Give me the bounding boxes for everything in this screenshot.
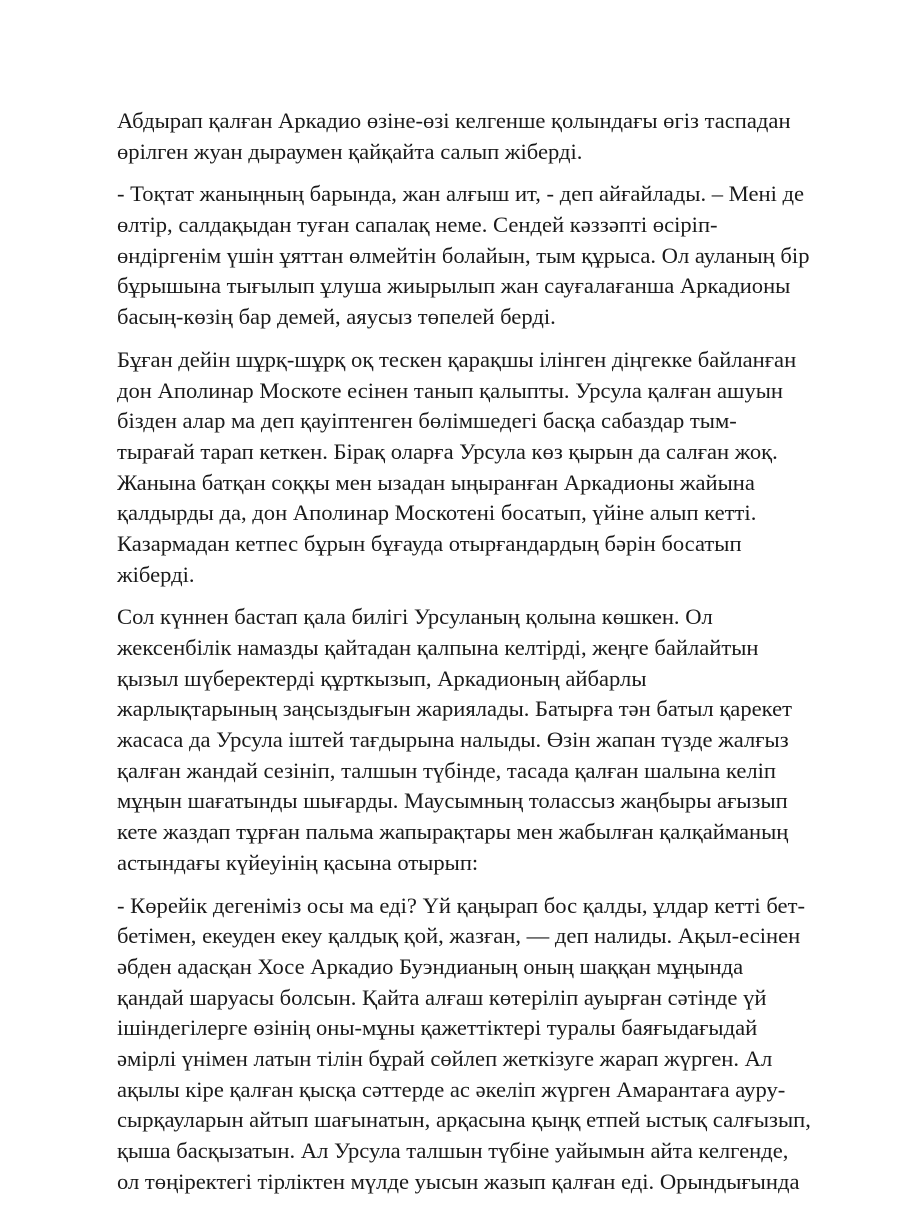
paragraph-5 <box>117 891 817 1198</box>
text-line: Бұған дейін шұрқ-шұрқ оқ тескен қарақшы ілінген діңгекке байланған <box>117 346 797 372</box>
text-line: тырағай тарап кеткен. Бірақ оларға Урсула көз қырын да салған жоқ. <box>117 438 778 464</box>
text-line: Сол күннен бастап қала билігі Урсуланың қолына көшкен. Ол <box>117 604 713 630</box>
text-line: ақылы кіре қалған қысқа сәттерде ас әкеліп жүрген Амарантаға ауру- <box>117 1076 786 1102</box>
body-text <box>117 106 817 1209</box>
text-line: Жанына батқан соққы мен ызадан ыңыранған Аркадионы жайына <box>117 469 755 495</box>
text-line: - Көрейік дегеніміз осы ма еді? Үй қаңырап бос қалды, ұлдар кетті бет- <box>117 892 805 918</box>
paragraph-3 <box>117 345 817 591</box>
paragraph-2 <box>117 179 817 332</box>
text-line: қызыл шүберектерді құрткызып, Аркадионың айбарлы <box>117 665 647 691</box>
paragraph-1 <box>117 106 817 167</box>
text-line: дон Аполинар Москоте есінен танып қалыпты. Урсула қалған ашуын <box>117 377 784 403</box>
text-line: Абдырап қалған Аркадио өзіне-өзі келгенше қолындағы өгіз таспадан <box>117 108 791 133</box>
text-line: қалдырды да, дон Аполинар Москотені босатып, үйіне алып кетті. <box>117 500 757 526</box>
text-line: жексенбілік намазды қайтадан қалпына келтірді, жеңге байлайтын <box>117 635 759 660</box>
text-line: әбден адасқан Хосе Аркадио Буэндианың оның шаққан мұңында <box>117 953 744 979</box>
text-line: өлтір, салдақыдан туған сапалақ неме. Сендей кәззәпті өсіріп- <box>117 212 718 238</box>
text-line: жіберді. <box>117 561 195 587</box>
text-line: кете жаздап тұрған пальма жапырақтары мен жабылған қалқайманың <box>117 819 789 845</box>
text-line: ішіндегілерге өзінің оны-мұны қажеттіктері туралы баяғыдағыдай <box>117 1015 758 1041</box>
text-line: бізден алар ма деп қауіптенген бөлімшедегі басқа сабаздар тым- <box>117 408 737 434</box>
text-line: - Тоқтат жаныңның барында, жан алғыш ит, - деп айғайлады. – Мені де <box>117 181 805 207</box>
text-line: қыша басқызатын. Ал Урсула талшын түбіне уайымын айта келгенде, <box>117 1138 789 1163</box>
text-line: астындағы күйеуінің қасына отырып: <box>117 849 479 875</box>
text-line: сырқауларын айтып шағынатын, арқасына қыңқ етпей ыстық салғызып, <box>117 1107 811 1133</box>
text-line: әмірлі үнімен латын тілін бұрай сөйлеп жеткізуге жарап жүрген. Ал <box>117 1045 773 1071</box>
text-line: Казармадан кетпес бұрын бұғауда отырғандардың бәрін босатып <box>117 530 742 556</box>
text-line: мұңын шағатынды шығарды. Маусымның толассыз жаңбыры ағызып <box>117 788 788 814</box>
text-line: басың-көзің бар демей, аяусыз төпелей берді. <box>117 304 556 330</box>
paragraph-4 <box>117 602 817 878</box>
text-line: жарлықтарының заңсыздығын жариялады. Батырға тән батыл қарекет <box>117 696 792 722</box>
text-line: ол төңіректегі тірліктен мүлде уысын жазып қалған еді. Орындығында <box>117 1168 800 1194</box>
text-line: бұрышына тығылып ұлуша жиырылып жан сауғалағанша Аркадионы <box>117 273 791 299</box>
text-line: өндіргенім үшін ұяттан өлмейтін болайын, тым құрыса. Ол ауланың бір <box>117 242 810 268</box>
text-line: өрілген жуан дыраумен қайқайта салып жіберді. <box>117 138 583 164</box>
text-line: қалған жандай сезініп, талшын түбінде, тасада қалған шалына келіп <box>117 757 777 783</box>
text-line: бетімен, екеуден екеу қалдық қой, жазған, — деп налиды. Ақыл-есінен <box>117 923 801 949</box>
text-line: жасаса да Урсула іштей тағдырына налыды. Өзін жапан түзде жалғыз <box>117 727 789 753</box>
text-line: қандай шаруасы болсын. Қайта алғаш көтеріліп ауырған сәтінде үй <box>117 984 767 1010</box>
